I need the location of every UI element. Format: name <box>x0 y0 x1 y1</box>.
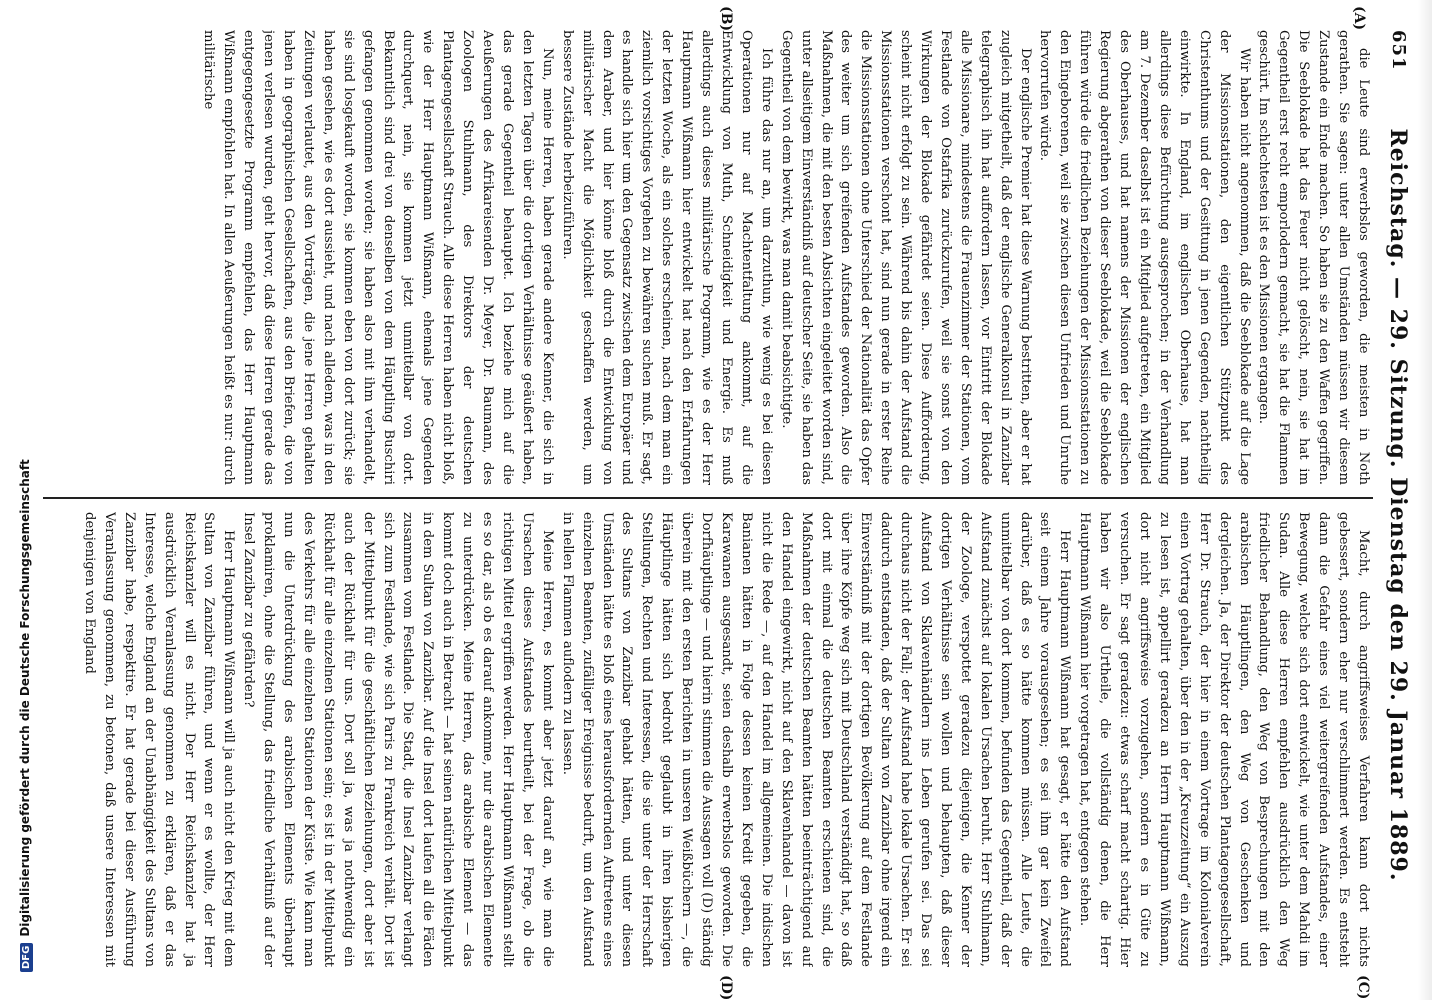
scan-edge-shadow <box>1418 0 1432 1000</box>
paragraph: Wir haben nicht angenommen, daß die Seeblokade auf die Lage der Missionsstationen, den eigentlichen Stützpunkt des Christenthums und der Gesittung in jenen Gegenden, nachtheilig einwirkte. In England, im englischen Oberhause, hat man allerdings diese Befürchtung ausgesprochen; in der Verhandlung am 7. Dezember daselbst ist ein Mitglied aufgetreten, ein Mitglied des Oberhauses, und hat namens der Missionen der englischen Regierung abgerathen von dieser Seeblokade, weil die Seeblokade führen würde die friedlichen Beziehungen der Missionsstationen zu den Eingeborenen, weil sie zwischen diesen Unfrieden und Unruhe hervorrufen würde. <box>1037 30 1252 485</box>
funding-text: Digitalisierung gefördert durch die Deutsche Forschungsgemeinschaft <box>18 459 32 937</box>
paragraph: Nun, meine Herren, haben gerade andere Kenner, die sich in den letzten Tagen über die dortigen Verhältnisse geäußert haben, das gerade Gegentheil behauptet. Ich beziehe mich auf die Aeußerungen des Afrikareisenden Dr. Meyer, Dr. Baumann, des Zoologen Stuhlmann, des Direktors der deutschen Plantagengesellschaft Strauch. Alle diese Herren haben nicht bloß, wie der Herr Hauptmann Wißmann, ehemals jene Gegenden durchquert, nein, sie kommen jetzt unmittelbar von dort. Bekanntlich sind drei von denselben von dem Häuptling Buschiri gefangen genommen worden; sie haben also mit ihm verhandelt, sie sind losgekauft worden, sie kommen eben von dort zurück; sie haben gesehen, wie es dort aussieht, und nach alledem, was in den Zeitungen verlautet, aus den Vorträgen, die jene Herren gehalten haben in geographischen Gesellschaften, aus den Briefen, die von jenen verlesen wurden, geht hervor, daß diese Herren gerade das entgegengesetzte Programm empfehlen, das Herr Hauptmann Wißmann empfohlen hat. In allen Aeußerungen heißt es nur: durch militärische <box>201 30 555 485</box>
margin-mark-d: (D) <box>718 975 734 1000</box>
rotated-page-content <box>27 0 1417 1000</box>
column-divider <box>43 497 1373 499</box>
running-head: Reichstag. — 29. Sitzung. Dienstag den 29. Januar 1889. <box>1385 128 1411 882</box>
left-text-column <box>43 30 1373 485</box>
page-header <box>1381 30 1413 980</box>
dfg-logo-icon: DFG <box>20 943 33 972</box>
paragraph: Macht, durch angriffsweises Verfahren kann dort nichts gebessert, sondern eher nur verschlimmert werden. Es entsteht dann die Gefahr eines viel weitergreifenden Aufstandes, einer Bewegung, welche sich dort entwickelt, wie unter dem Mahdi im Sudan. Alle diese Herren empfehlen ausdrücklich den Weg friedlicher Behandlung, den Weg von Besprechungen mit den arabischen Häuptlingen, den Weg von Geschenken und dergleichen. Ja, der Direktor der deutschen Plantagengesellschaft, Herr Dr. Strauch, der hier in einem Vortrage im Kolonialverein einen Vortrag gehalten, über den in der „Kreuzzeitung“ ein Auszug zu lesen ist, appellirt geradezu an Herrn Hauptmann Wißmann, dort nicht angriffsweise vorzugehen, sondern es in Güte zu versuchen. Er sagt geradezu: etwas scharf macht schartig. Hier haben wir also Urtheile, die vollständig denen, die Herr Hauptmann Wißmann hier vorgetragen hat, entgegen stehen. <box>1077 512 1371 967</box>
right-text-column <box>43 512 1373 967</box>
footer-strip <box>0 0 32 1000</box>
margin-mark-a: (A) <box>1351 6 1367 31</box>
paragraph: Herr Hauptmann Wißmann will ja auch nicht den Krieg mit dem Sultan von Zanzibar führen, und wenn er es wollte, der Herr Reichskanzler will es nicht. Der Herr Reichskanzler hat ja ausdrücklich Veranlassung genommen zu erklären, daß er das Interesse, welche England an der Unabhängigkeit des Sultans von Zanzibar habe, respektire. Er hat gerade bei dieser Ausführung Veranlassung genommen, zu betonen, daß unsere Interessen mit denjenigen von England <box>82 512 237 967</box>
margin-mark-c: (C) <box>1355 975 1371 1000</box>
funding-notice <box>18 0 33 1000</box>
paragraph: die Leute sind erwerbslos geworden, die meisten in Noth gerathen. Sie sagen: unter allen Umständen müssen wir diesem Zustande ein Ende machen. So haben sie zu den Waffen gegriffen. Die Seeblokade hat das Feuer nicht gelöscht, nein, sie hat im Gegentheil erst recht emporlodern gemacht, sie hat die Flammen geschürt. Im schlechtesten ist es den Missionen ergangen. <box>1256 30 1371 485</box>
margin-mark-b: (B) <box>718 6 734 32</box>
paragraph: Der englische Premier hat diese Warnung bestritten, aber er hat zugleich mitgetheilt, daß der englische Generalkonsul in Zanzibar telegraphisch ihn hat auffordern lassen, vor Eintritt der Blokade alle Missionare, mindestens die Frauenzimmer der Stationen, vom Festlande von Ostafrika zurückzurufen, weil sie sonst von den Wirkungen der Blokade gefährdet seien. Diese Aufforderung, scheint nicht erfolgt zu sein. Während bis dahin der Aufstand die Missionsstationen verschont hat, sind nun gerade in erster Reihe die Missionsstationen ohne Unterschied der Nationalität das Opfer des weiter um sich greifenden Aufstandes geworden. Also die Maßnahmen, die mit den besten Absichten eingeleitet worden sind, unter allseitigem Einverständniß auf deutscher Seite, sie haben das Gegentheil von dem bewirkt, was man damit beabsichtigte. <box>778 30 1033 485</box>
paragraph: Herr Hauptmann Wißmann hat gesagt, er hätte den Aufstand seit einem Jahre vorausgesehen; es sei ihm gar kein Zweifel darüber, daß es so hätte kommen müssen. Alle Leute, die unmittelbar von dort kommen, befunden das Gegentheil, daß der Aufstand zunächst auf lokalen Ursachen beruht. Herr Stuhlmann, der Zoologe, verspottet geradezu diejenigen, die Kenner der dortigen Verhältnisse sein wollen und behaupten, daß dieser Aufstand von Sklavenhändlern ins Leben gerufen sei. Das sei durchaus nicht der Fall; der Aufstand habe lokale Ursachen. Er sei dadurch entstanden, daß der Sultan von Zanzibar ohne irgend ein Einverständniß mit der dortigen Bevölkerung auf dem Festlande über ihre Köpfe weg sich mit Deutschland verständigt hat, so daß dort mit einmal die deutschen Beamten erschienen sind, die Maßnahmen der deutschen Beamten hätten beeinträchtigend auf den Handel eingewirkt, nicht auf den Sklavenhandel — davon ist nicht die Rede —, auf den Handel im allgemeinen. Die indischen Banianen hätten in Folge dessen keinen Kredit gegeben, die Karawanen ausgesandt, seien deshalb erwerbslos geworden. Die Dorfhäuptlinge — und hierin stimmen die Aussagen voll (D) ständig überein mit den ersten Berichten in unseren Weißbüchern —, die Häuptlinge hätten sich bedroht geglaubt in ihren bisherigen Stellungen, Rechten und Interessen, die sie unter der Herrschaft des Sultans von Zanzibar gehabt hätten, und unter diesen Umständen hätte es bloß eines herausfordernden Auftretens eines einzelnen Beamten, zufälliger Ereignisse bedurft, um den Aufstand in hellen Flammen auflodern zu lassen. <box>559 512 1073 967</box>
paragraph: Ich führe das nur an, um darzuthun, wie wenig es bei diesen Operationen nur auf Machtentfaltung ankommt, auf die Entwicklung von Muth, Schneidigkeit und Energie. Es muß allerdings auch dieses militärische Programm, wie es der Herr Hauptmann Wißmann hier entwickelt hat nach den Erfahrungen der letzten Woche, als ein solches erscheinen, nach dem man ein ziemlich vorsichtiges Vorgehen zu bewähren suchen muß. Er sagt, es handle sich hier um den Gegensatz zwischen dem Europäer und dem Araber, und hier könne bloß durch die Entwicklung von militärischer Macht die Möglichkeit geschaffen werden, um bessere Zustände herbeizuführen. <box>559 30 774 485</box>
paragraph: Meine Herren, es kommt aber jetzt darauf an, wie man die Ursachen dieses Aufstandes beurtheilt, bei der Frage, ob die richtigen Mittel ergriffen werden. Herr Hauptmann Wißmann stellt es so dar, als ob es darauf ankomme, nur die arabischen Elemente zu unterdrücken. Meine Herren, das arabische Element — das kommt doch auch in Betracht — hat seinen natürlichen Mittelpunkt in dem Sultan von Zanzibar. Auf die Insel dort laufen all die Fäden zusammen vom Festlande. Die Stadt, die Insel Zanzibar verlangt sich zum Festlande, wie sich Paris zu Frankreich verhält. Dort ist der Mittelpunkt für die geschäftlichen Beziehungen, dort aber ist auch der Rückhalt für uns. Dort soll ja, was ja nothwendig ein Rückhalt für alle einzelnen Stationen sein; es ist in der Mittelpunkt des Verkehrs für alle einzelnen Stationen der Küste. Wie kann man nun die Unterdrückung des arabischen Elements überhaupt proklamiren, ohne die Stellung, das friedliche Verhältniß auf der Insel Zanzibar zu gefährden? <box>241 512 555 967</box>
page-number: 651 <box>1388 30 1409 71</box>
